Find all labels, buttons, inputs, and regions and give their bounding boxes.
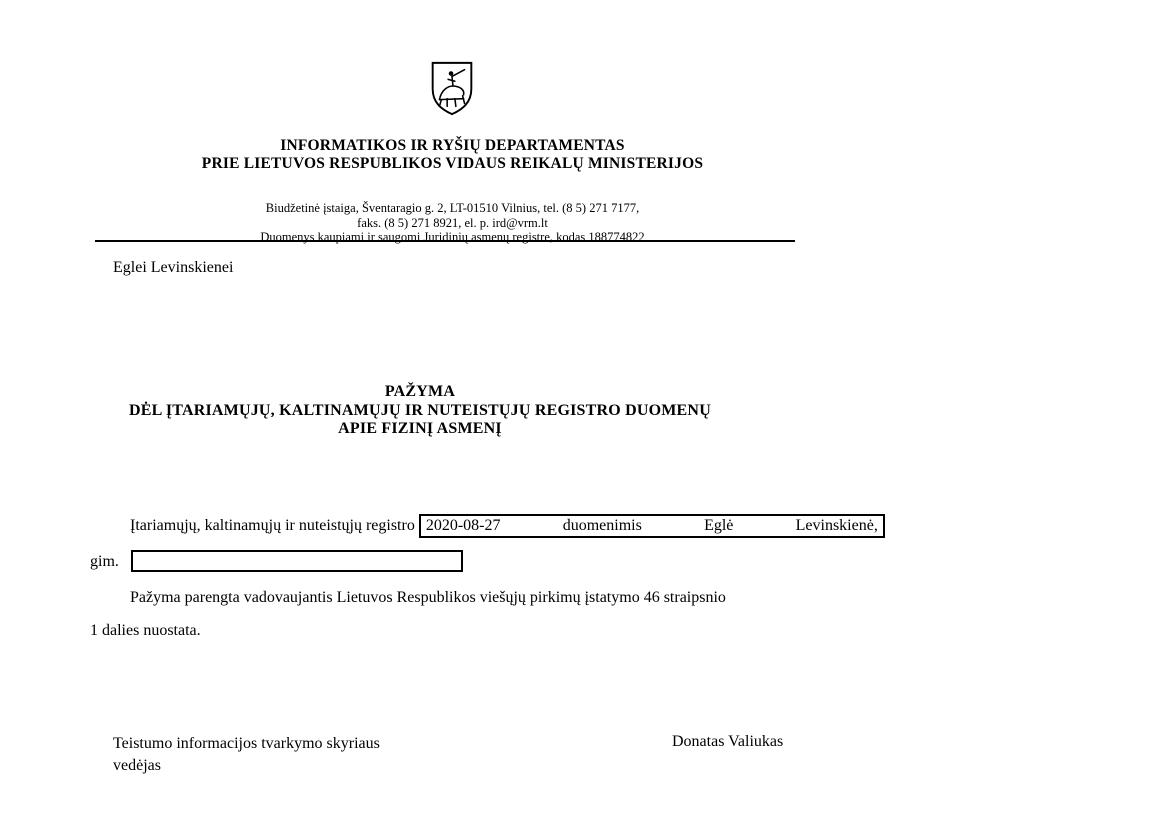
letterhead xyxy=(0,137,905,173)
document-title xyxy=(60,383,780,439)
paragraph-text: Įtariamųjų, kaltinamųjų ir nuteistųjų registro xyxy=(130,517,415,534)
signature-role-line-1: Teistumo informacijos tvarkymo skyriaus xyxy=(113,735,380,752)
org-name-line-2: PRIE LIETUVOS RESPUBLIKOS VIDAUS REIKALŲ MINISTERIJOS xyxy=(201,155,704,172)
redacted-birthdate-field-box xyxy=(131,550,463,572)
signature-name: Donatas Valiukas xyxy=(672,733,784,750)
body-paragraph-1-line-2 xyxy=(90,550,463,572)
letterhead-divider xyxy=(95,240,795,242)
letterhead-contact xyxy=(0,201,905,245)
registry-data-field-box xyxy=(419,514,885,538)
body-paragraph-2-line-1: Pažyma parengta vadovaujantis Lietuvos Respublikos viešųjų pirkimų įstatymo 46 straipsnio xyxy=(130,589,726,606)
coat-of-arms-icon xyxy=(423,60,481,118)
signature-role-line-2: vedėjas xyxy=(113,757,161,774)
org-name-line-1: INFORMATIKOS IR RYŠIŲ DEPARTAMENTAS xyxy=(280,137,625,154)
contact-line-3: Duomenys kaupiami ir saugomi Juridinių asmenų registre, kodas 188774822 xyxy=(260,230,645,244)
title-line-1: PAŽYMA xyxy=(384,383,456,400)
title-line-3: APIE FIZINĮ ASMENĮ xyxy=(338,420,502,437)
birthdate-label: gim. xyxy=(90,553,119,570)
contact-line-1: Biudžetinė įstaiga, Šventaragio g. 2, LT-01510 Vilnius, tel. (8 5) 271 7177, xyxy=(265,201,640,215)
title-line-2: DĖL ĮTARIAMŲJŲ, KALTINAMŲJŲ IR NUTEISTŲJŲ REGISTRO DUOMENŲ xyxy=(129,401,711,419)
signature-role xyxy=(113,733,380,777)
contact-line-2: faks. (8 5) 271 8921, el. p. ird@vrm.lt xyxy=(357,215,548,230)
registry-data-text: 2020-08-27 duomenimis Eglė Levinskienė, xyxy=(425,517,878,534)
body-paragraph-2-line-2: 1 dalies nuostata. xyxy=(90,622,201,639)
recipient-name: Eglei Levinskienei xyxy=(113,259,234,276)
body-paragraph-1-line-1 xyxy=(90,514,885,538)
